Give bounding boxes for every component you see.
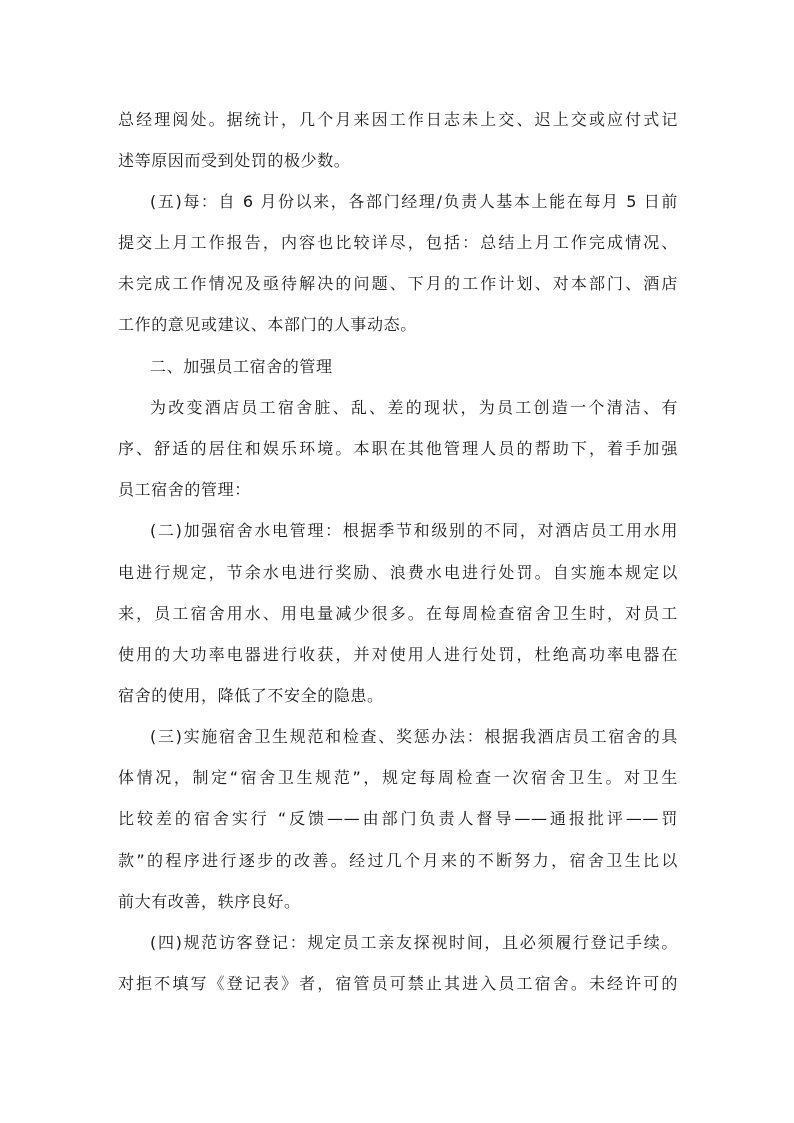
text-line: 员工宿舍的管理：: [118, 480, 251, 499]
text-line: 款”的程序进行逐步的改善。经过几个月来的不断努力，宿舍卫生比以: [118, 851, 678, 870]
text-line: 使用的大功率电器进行收获，并对使用人进行处罚，杜绝高功率电器在: [118, 645, 678, 664]
text-line: 体情况，制定“宿舍卫生规范”，规定每周检查一次宿舍卫生。对卫生: [118, 768, 678, 787]
text-line: 为改变酒店员工宿舍脏、乱、差的现状，为员工创造一个清洁、有: [150, 398, 678, 417]
section-heading: 二、加强员工宿舍的管理: [150, 357, 333, 376]
text-line: 提交上月工作报告，内容也比较详尽，包括：总结上月工作完成情况、: [118, 233, 678, 252]
text-line: 未完成工作情况及亟待解决的问题、下月的工作计划、对本部门、酒店: [118, 274, 678, 293]
text-line: (三)实施宿舍卫生规范和检查、奖惩办法：根据我酒店员工宿舍的具: [150, 727, 678, 746]
text-line: 对拒不填写《登记表》者，宿管员可禁止其进入员工宿舍。未经许可的: [118, 974, 678, 993]
text-line: 总经理阅处。据统计，几个月来因工作日志未上交、迟上交或应付式记: [118, 110, 678, 129]
text-line: (二)加强宿舍水电管理：根据季节和级别的不同，对酒店员工用水用: [150, 521, 678, 540]
text-line: 序、舒适的居住和娱乐环境。本职在其他管理人员的帮助下，着手加强: [118, 439, 678, 458]
text-line: (四)规范访客登记：规定员工亲友探视时间，且必须履行登记手续。: [150, 933, 678, 952]
text-line: 比较差的宿舍实行 “反馈——由部门负责人督导——通报批评——罚: [118, 809, 678, 828]
text-line: 来，员工宿舍用水、用电量减少很多。在每周检查宿舍卫生时，对员工: [118, 604, 678, 623]
text-line: 前大有改善，轶序良好。: [118, 892, 301, 911]
text-line: 述等原因而受到处罚的极少数。: [118, 151, 351, 170]
text-line: 宿舍的使用，降低了不安全的隐患。: [118, 686, 384, 705]
text-line: (五)每：自 6 月份以来，各部门经理/负责人基本上能在每月 5 日前: [150, 192, 678, 211]
text-line: 工作的意见或建议、本部门的人事动态。: [118, 315, 417, 334]
text-line: 电进行规定，节余水电进行奖励、浪费水电进行处罚。自实施本规定以: [118, 563, 678, 582]
